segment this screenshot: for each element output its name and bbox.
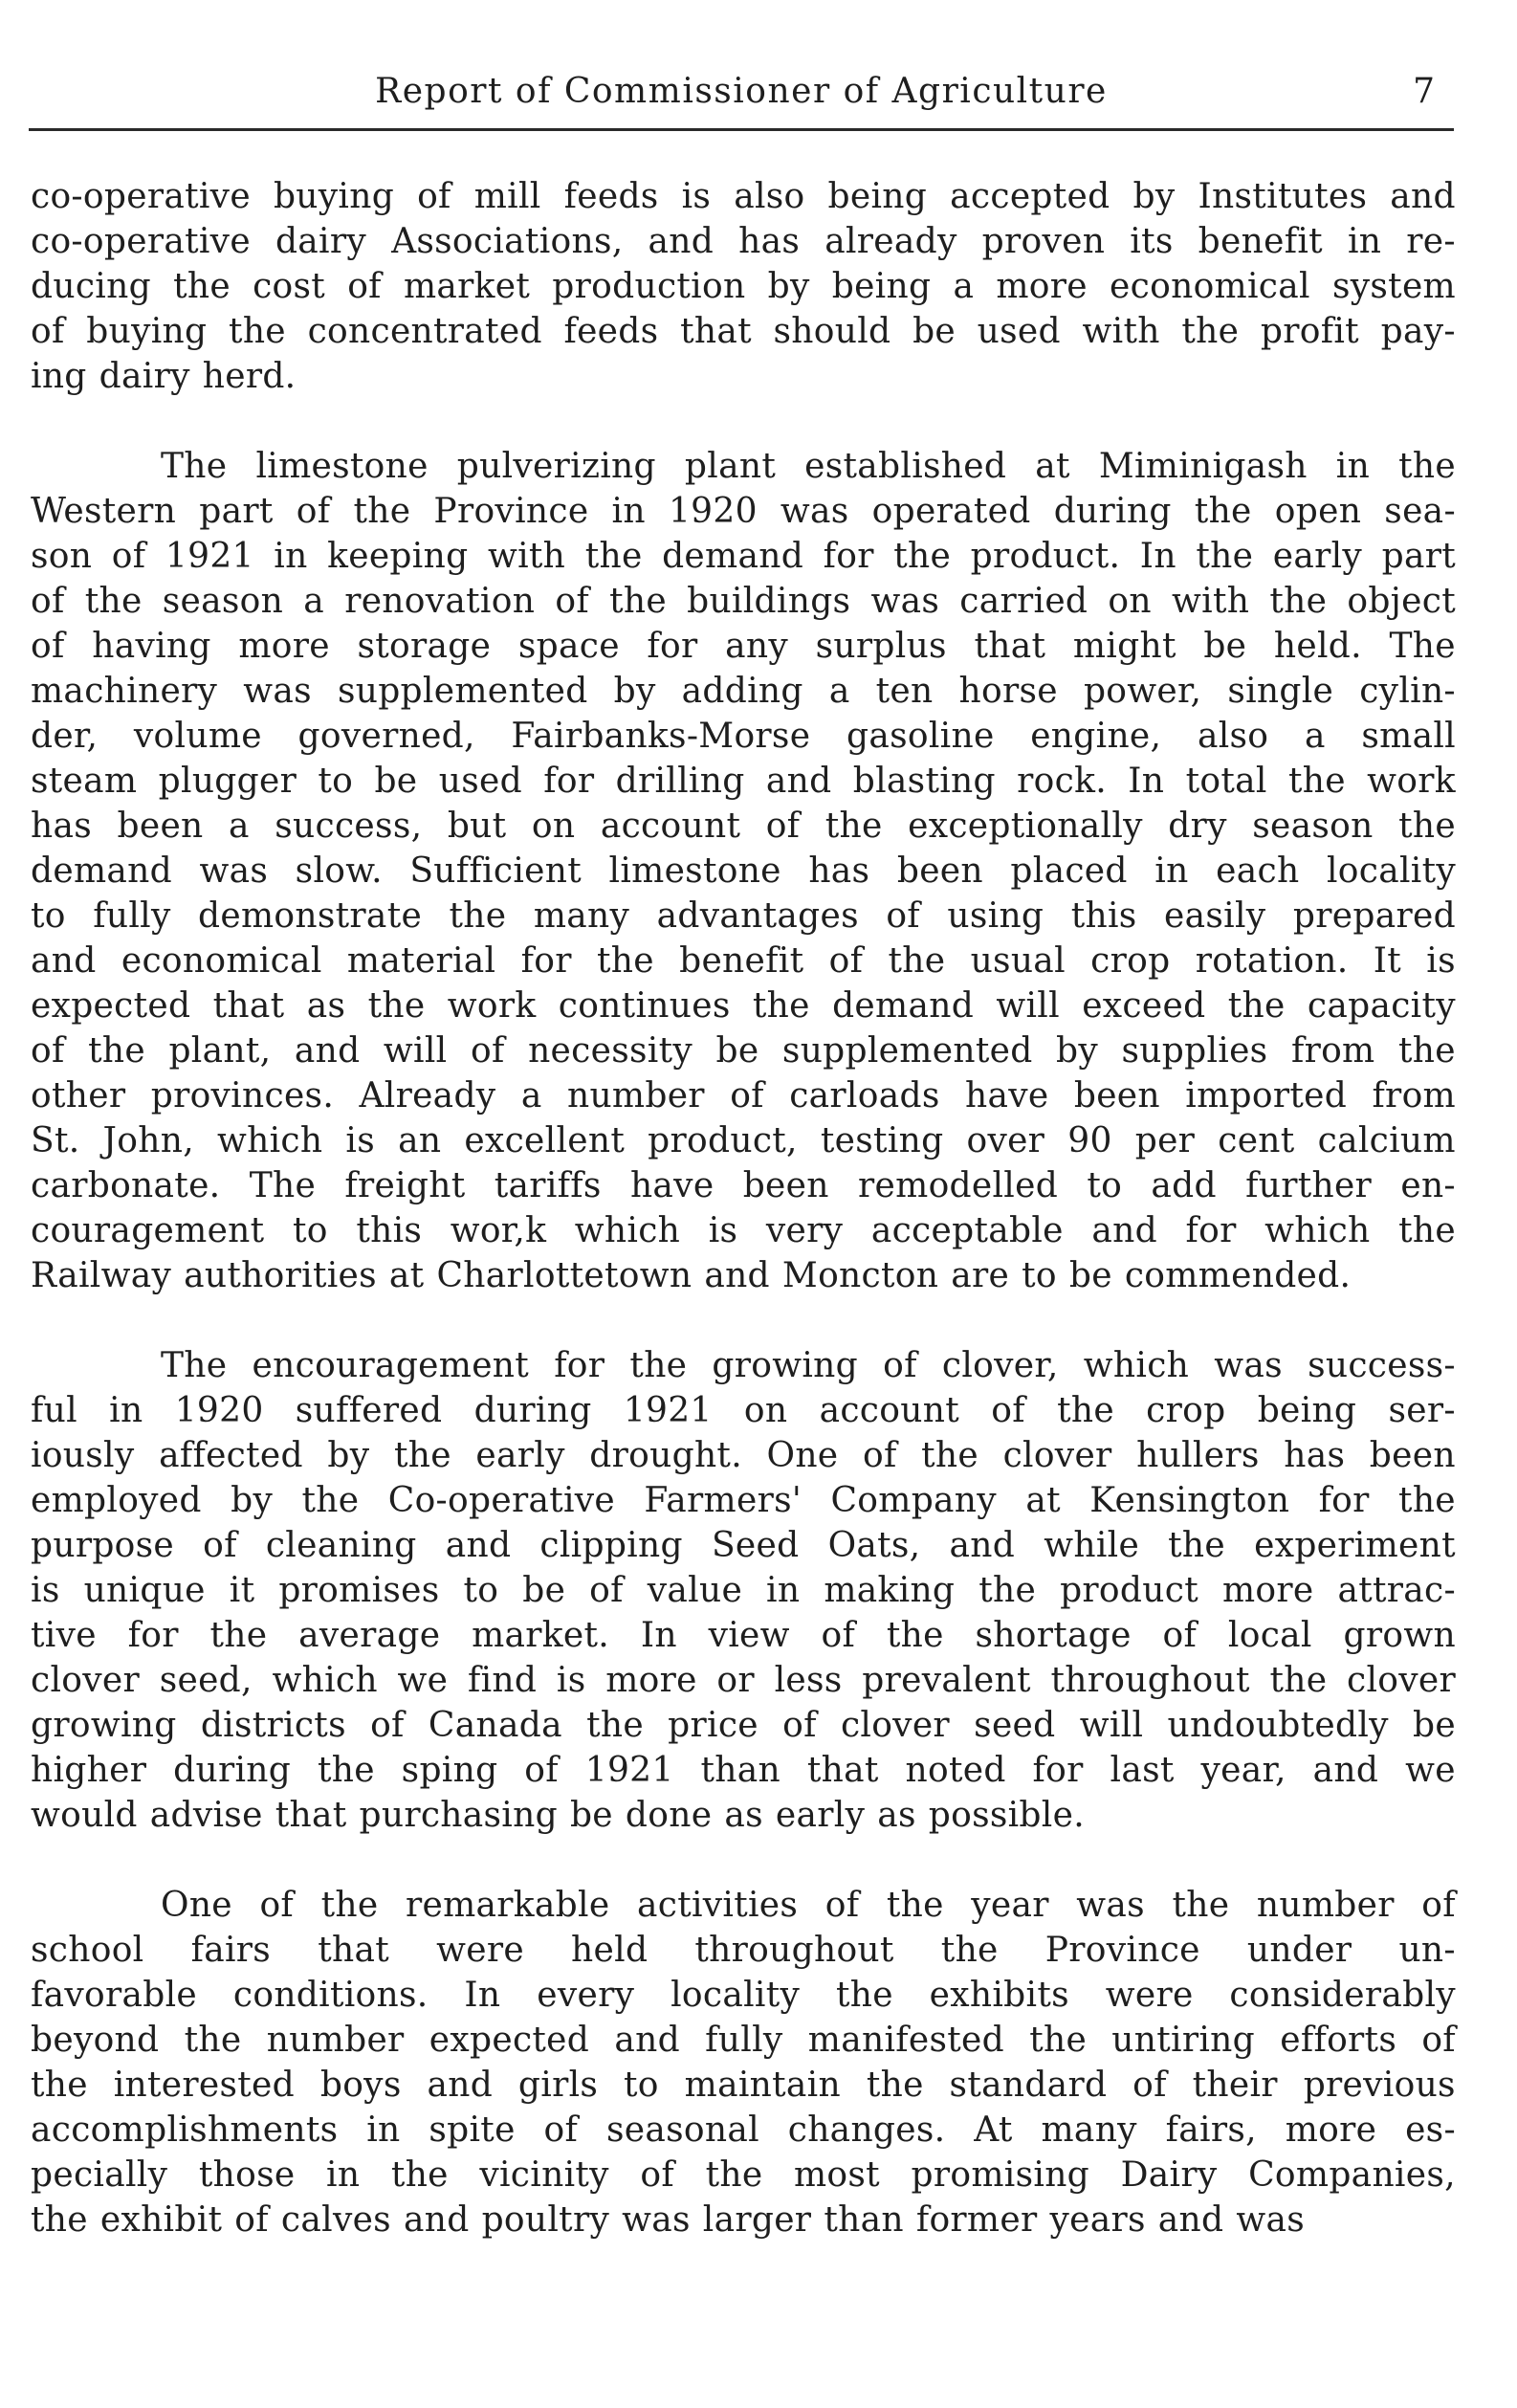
paragraph-1	[31, 174, 1456, 399]
text-line: carbonate. The freight tariffs have been remodelled to add further en-	[31, 1166, 1456, 1205]
text-line: tive for the average market. In view of the shortage of local grown	[31, 1616, 1456, 1655]
text-line: der, volume governed, Fairbanks-Morse gasoline engine, also a small	[31, 717, 1456, 756]
text-line: ducing the cost of market production by being a more economical system	[31, 267, 1456, 306]
text-line: machinery was supplemented by adding a ten horse power, single cylin-	[31, 672, 1456, 711]
paragraph-4	[31, 1883, 1456, 2242]
text-line: of buying the concentrated feeds that should be used with the profit pay-	[31, 312, 1456, 351]
text-line: of the season a renovation of the buildings was carried on with the object	[31, 582, 1456, 621]
text-line: school fairs that were held throughout the Province under un-	[31, 1931, 1456, 1970]
text-line: is unique it promises to be of value in making the product more attrac-	[31, 1571, 1456, 1610]
text-line: The limestone pulverizing plant established at Miminigash in the	[161, 447, 1456, 486]
page-number: 7	[1413, 72, 1435, 111]
text-line: St. John, which is an excellent product, testing over 90 per cent calcium	[31, 1121, 1456, 1160]
text-line: One of the remarkable activities of the year was the number of	[161, 1886, 1456, 1925]
text-line: beyond the number expected and fully manifested the untiring efforts of	[31, 2021, 1456, 2060]
text-line: and economical material for the benefit of the usual crop rotation. It is	[31, 941, 1456, 981]
running-title: Report of Commissioner of Agriculture	[375, 72, 1108, 111]
text-line: co-operative dairy Associations, and has already proven its benefit in re-	[31, 222, 1456, 261]
text-line: growing districts of Canada the price of clover seed will undoubtedly be	[31, 1706, 1456, 1745]
paragraph-3	[31, 1343, 1456, 1838]
text-line: pecially those in the vicinity of the most promising Dairy Companies,	[31, 2155, 1456, 2195]
text-line: favorable conditions. In every locality the exhibits were considerably	[31, 1976, 1456, 2015]
text-line: demand was slow. Sufficient limestone has been placed in each locality	[31, 851, 1456, 891]
text-line: has been a success, but on account of the exceptionally dry season the	[31, 806, 1456, 846]
text-line: employed by the Co-operative Farmers' Company at Kensington for the	[31, 1481, 1456, 1520]
paragraph-2	[31, 444, 1456, 1298]
text-line: Railway authorities at Charlottetown and Moncton are to be commended.	[31, 1256, 1352, 1295]
text-line: higher during the sping of 1921 than that noted for last year, and we	[31, 1751, 1456, 1790]
text-line: ful in 1920 suffered during 1921 on account of the crop being ser-	[31, 1391, 1456, 1430]
text-line: of the plant, and will of necessity be supplemented by supplies from the	[31, 1031, 1456, 1071]
text-line: the interested boys and girls to maintain the standard of their previous	[31, 2066, 1456, 2105]
text-line: to fully demonstrate the many advantages of using this easily prepared	[31, 896, 1456, 936]
running-header	[29, 69, 1454, 130]
text-line: The encouragement for the growing of clover, which was success-	[161, 1346, 1456, 1385]
text-line: expected that as the work continues the demand will exceed the capacity	[31, 986, 1456, 1026]
text-line: of having more storage space for any surplus that might be held. The	[31, 627, 1456, 666]
text-line: son of 1921 in keeping with the demand for the product. In the early part	[31, 537, 1456, 576]
text-line: steam plugger to be used for drilling and blasting rock. In total the work	[31, 762, 1456, 801]
text-line: couragement to this wor,k which is very acceptable and for which the	[31, 1211, 1456, 1250]
text-line: ing dairy herd.	[31, 357, 297, 396]
text-line: accomplishments in spite of seasonal changes. At many fairs, more es-	[31, 2110, 1456, 2150]
text-line: other provinces. Already a number of carloads have been imported from	[31, 1076, 1456, 1116]
header-rule	[29, 128, 1454, 131]
text-line: Western part of the Province in 1920 was operated during the open sea-	[31, 492, 1456, 531]
text-line: clover seed, which we find is more or less prevalent throughout the clover	[31, 1661, 1456, 1700]
body-text	[31, 174, 1456, 2287]
text-line: purpose of cleaning and clipping Seed Oats, and while the experiment	[31, 1526, 1456, 1565]
text-line: co-operative buying of mill feeds is also being accepted by Institutes and	[31, 177, 1456, 216]
text-line: would advise that purchasing be done as early as possible.	[31, 1796, 1085, 1835]
text-line: iously affected by the early drought. One of the clover hullers has been	[31, 1436, 1456, 1475]
text-line: the exhibit of calves and poultry was larger than former years and was	[31, 2200, 1306, 2240]
